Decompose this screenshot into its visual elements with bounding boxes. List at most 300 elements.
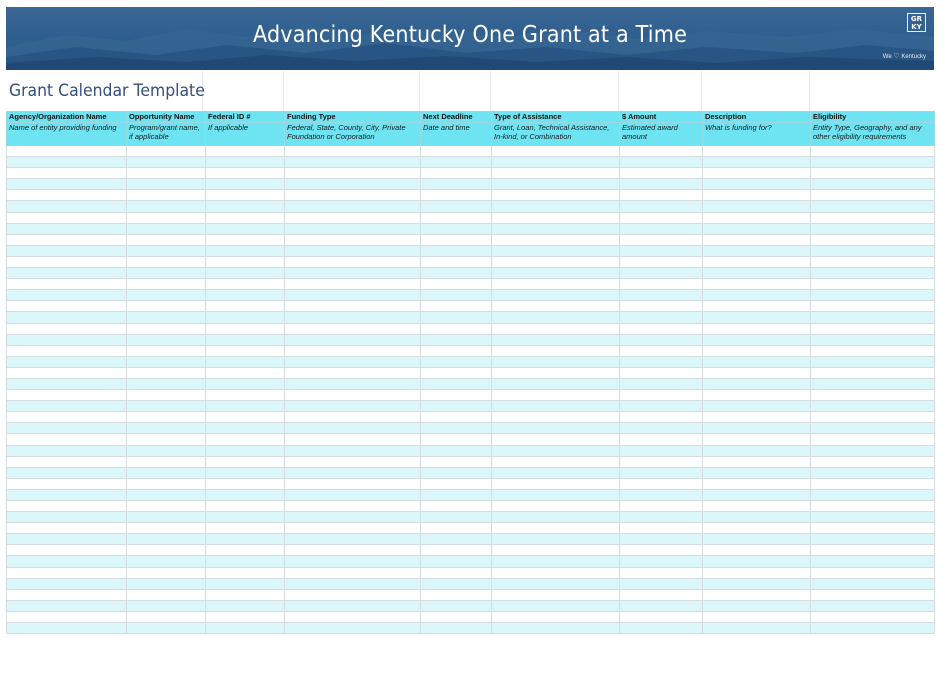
- table-cell[interactable]: [703, 445, 811, 456]
- table-cell[interactable]: [703, 434, 811, 445]
- table-cell[interactable]: [492, 623, 620, 634]
- table-cell[interactable]: [127, 456, 206, 467]
- table-cell[interactable]: [492, 412, 620, 423]
- table-cell[interactable]: [127, 589, 206, 600]
- table-cell[interactable]: [127, 445, 206, 456]
- table-cell[interactable]: [127, 312, 206, 323]
- table-cell[interactable]: [703, 545, 811, 556]
- table-cell[interactable]: [492, 611, 620, 622]
- table-cell[interactable]: [206, 600, 285, 611]
- table-cell[interactable]: [127, 212, 206, 223]
- table-cell[interactable]: [703, 534, 811, 545]
- table-cell[interactable]: [620, 234, 703, 245]
- table-cell[interactable]: [7, 290, 127, 301]
- table-cell[interactable]: [7, 390, 127, 401]
- table-cell[interactable]: [285, 312, 421, 323]
- table-cell[interactable]: [7, 301, 127, 312]
- table-cell[interactable]: [811, 589, 935, 600]
- table-cell[interactable]: [421, 223, 492, 234]
- table-cell[interactable]: [7, 168, 127, 179]
- table-cell[interactable]: [285, 523, 421, 534]
- table-cell[interactable]: [7, 589, 127, 600]
- table-cell[interactable]: [206, 467, 285, 478]
- column-hint[interactable]: Date and time: [421, 123, 492, 146]
- table-cell[interactable]: [421, 401, 492, 412]
- table-cell[interactable]: [703, 401, 811, 412]
- table-cell[interactable]: [206, 256, 285, 267]
- table-cell[interactable]: [7, 501, 127, 512]
- table-cell[interactable]: [206, 234, 285, 245]
- table-cell[interactable]: [492, 223, 620, 234]
- table-cell[interactable]: [811, 412, 935, 423]
- table-cell[interactable]: [421, 378, 492, 389]
- table-cell[interactable]: [285, 201, 421, 212]
- table-cell[interactable]: [492, 401, 620, 412]
- table-cell[interactable]: [620, 168, 703, 179]
- table-cell[interactable]: [206, 301, 285, 312]
- column-header[interactable]: $ Amount: [620, 112, 703, 123]
- table-cell[interactable]: [285, 146, 421, 157]
- table-cell[interactable]: [703, 367, 811, 378]
- table-cell[interactable]: [7, 611, 127, 622]
- table-cell[interactable]: [492, 534, 620, 545]
- table-cell[interactable]: [421, 312, 492, 323]
- table-cell[interactable]: [421, 512, 492, 523]
- table-cell[interactable]: [492, 279, 620, 290]
- table-cell[interactable]: [811, 600, 935, 611]
- table-cell[interactable]: [492, 268, 620, 279]
- table-cell[interactable]: [811, 312, 935, 323]
- table-cell[interactable]: [285, 434, 421, 445]
- table-cell[interactable]: [127, 534, 206, 545]
- table-cell[interactable]: [421, 268, 492, 279]
- table-cell[interactable]: [7, 323, 127, 334]
- table-cell[interactable]: [127, 323, 206, 334]
- table-cell[interactable]: [206, 356, 285, 367]
- table-cell[interactable]: [127, 146, 206, 157]
- table-cell[interactable]: [7, 312, 127, 323]
- table-cell[interactable]: [492, 423, 620, 434]
- table-cell[interactable]: [620, 545, 703, 556]
- table-cell[interactable]: [703, 279, 811, 290]
- table-cell[interactable]: [127, 489, 206, 500]
- table-cell[interactable]: [127, 478, 206, 489]
- table-cell[interactable]: [127, 567, 206, 578]
- table-cell[interactable]: [206, 279, 285, 290]
- table-cell[interactable]: [7, 434, 127, 445]
- table-cell[interactable]: [206, 512, 285, 523]
- table-cell[interactable]: [7, 356, 127, 367]
- table-cell[interactable]: [206, 245, 285, 256]
- table-cell[interactable]: [206, 334, 285, 345]
- table-cell[interactable]: [285, 611, 421, 622]
- table-cell[interactable]: [620, 501, 703, 512]
- table-cell[interactable]: [127, 401, 206, 412]
- table-cell[interactable]: [421, 190, 492, 201]
- table-cell[interactable]: [703, 589, 811, 600]
- table-cell[interactable]: [421, 345, 492, 356]
- table-cell[interactable]: [421, 623, 492, 634]
- column-hint[interactable]: What is funding for?: [703, 123, 811, 146]
- table-cell[interactable]: [492, 168, 620, 179]
- table-cell[interactable]: [421, 256, 492, 267]
- table-cell[interactable]: [811, 268, 935, 279]
- table-cell[interactable]: [492, 356, 620, 367]
- table-cell[interactable]: [206, 445, 285, 456]
- table-cell[interactable]: [285, 245, 421, 256]
- table-cell[interactable]: [206, 212, 285, 223]
- table-cell[interactable]: [7, 179, 127, 190]
- table-cell[interactable]: [703, 600, 811, 611]
- table-cell[interactable]: [703, 301, 811, 312]
- table-cell[interactable]: [620, 268, 703, 279]
- column-hint[interactable]: Grant, Loan, Technical Assistance, In-kind, or Combination: [492, 123, 620, 146]
- table-cell[interactable]: [703, 423, 811, 434]
- table-cell[interactable]: [620, 456, 703, 467]
- table-cell[interactable]: [703, 567, 811, 578]
- table-cell[interactable]: [127, 523, 206, 534]
- table-cell[interactable]: [703, 390, 811, 401]
- table-cell[interactable]: [620, 223, 703, 234]
- table-cell[interactable]: [811, 179, 935, 190]
- table-cell[interactable]: [7, 467, 127, 478]
- column-header[interactable]: Description: [703, 112, 811, 123]
- table-cell[interactable]: [7, 401, 127, 412]
- table-cell[interactable]: [492, 157, 620, 168]
- table-cell[interactable]: [206, 434, 285, 445]
- table-cell[interactable]: [421, 157, 492, 168]
- table-cell[interactable]: [703, 523, 811, 534]
- table-cell[interactable]: [492, 501, 620, 512]
- table-cell[interactable]: [206, 578, 285, 589]
- table-cell[interactable]: [7, 378, 127, 389]
- table-cell[interactable]: [703, 157, 811, 168]
- table-cell[interactable]: [421, 367, 492, 378]
- table-cell[interactable]: [206, 146, 285, 157]
- table-cell[interactable]: [421, 611, 492, 622]
- table-cell[interactable]: [127, 268, 206, 279]
- table-cell[interactable]: [703, 245, 811, 256]
- table-cell[interactable]: [206, 312, 285, 323]
- table-cell[interactable]: [492, 378, 620, 389]
- table-cell[interactable]: [285, 334, 421, 345]
- table-cell[interactable]: [421, 556, 492, 567]
- column-hint[interactable]: Name of entity providing funding: [7, 123, 127, 146]
- table-cell[interactable]: [206, 545, 285, 556]
- table-cell[interactable]: [811, 201, 935, 212]
- table-cell[interactable]: [285, 578, 421, 589]
- table-cell[interactable]: [421, 301, 492, 312]
- table-cell[interactable]: [206, 534, 285, 545]
- table-cell[interactable]: [703, 378, 811, 389]
- table-cell[interactable]: [285, 556, 421, 567]
- table-cell[interactable]: [620, 279, 703, 290]
- table-cell[interactable]: [620, 312, 703, 323]
- table-cell[interactable]: [811, 545, 935, 556]
- table-cell[interactable]: [492, 212, 620, 223]
- column-hint[interactable]: Program/grant name, if applicable: [127, 123, 206, 146]
- table-cell[interactable]: [492, 367, 620, 378]
- table-cell[interactable]: [127, 623, 206, 634]
- column-header[interactable]: Next Deadline: [421, 112, 492, 123]
- table-cell[interactable]: [703, 146, 811, 157]
- table-cell[interactable]: [620, 478, 703, 489]
- table-cell[interactable]: [421, 323, 492, 334]
- table-cell[interactable]: [7, 256, 127, 267]
- table-cell[interactable]: [127, 600, 206, 611]
- table-cell[interactable]: [421, 478, 492, 489]
- table-cell[interactable]: [7, 423, 127, 434]
- table-cell[interactable]: [127, 545, 206, 556]
- table-cell[interactable]: [285, 290, 421, 301]
- table-cell[interactable]: [703, 412, 811, 423]
- table-cell[interactable]: [811, 390, 935, 401]
- table-cell[interactable]: [620, 578, 703, 589]
- table-cell[interactable]: [421, 445, 492, 456]
- table-cell[interactable]: [703, 478, 811, 489]
- table-cell[interactable]: [620, 401, 703, 412]
- table-cell[interactable]: [811, 501, 935, 512]
- table-cell[interactable]: [127, 578, 206, 589]
- table-cell[interactable]: [703, 578, 811, 589]
- table-cell[interactable]: [811, 356, 935, 367]
- table-cell[interactable]: [7, 456, 127, 467]
- table-cell[interactable]: [285, 501, 421, 512]
- table-cell[interactable]: [206, 423, 285, 434]
- table-cell[interactable]: [206, 367, 285, 378]
- table-cell[interactable]: [811, 245, 935, 256]
- table-cell[interactable]: [703, 345, 811, 356]
- table-cell[interactable]: [703, 168, 811, 179]
- table-cell[interactable]: [206, 378, 285, 389]
- table-cell[interactable]: [492, 545, 620, 556]
- table-cell[interactable]: [127, 201, 206, 212]
- table-cell[interactable]: [421, 356, 492, 367]
- table-cell[interactable]: [285, 256, 421, 267]
- table-cell[interactable]: [7, 545, 127, 556]
- table-cell[interactable]: [811, 256, 935, 267]
- table-cell[interactable]: [703, 290, 811, 301]
- table-cell[interactable]: [285, 223, 421, 234]
- table-cell[interactable]: [285, 157, 421, 168]
- table-cell[interactable]: [492, 478, 620, 489]
- table-cell[interactable]: [7, 556, 127, 567]
- table-cell[interactable]: [421, 434, 492, 445]
- table-cell[interactable]: [421, 578, 492, 589]
- table-cell[interactable]: [620, 256, 703, 267]
- table-cell[interactable]: [206, 611, 285, 622]
- table-cell[interactable]: [703, 501, 811, 512]
- table-cell[interactable]: [285, 456, 421, 467]
- table-cell[interactable]: [620, 301, 703, 312]
- table-cell[interactable]: [206, 268, 285, 279]
- table-cell[interactable]: [285, 168, 421, 179]
- table-cell[interactable]: [492, 179, 620, 190]
- table-cell[interactable]: [7, 512, 127, 523]
- table-cell[interactable]: [285, 445, 421, 456]
- table-cell[interactable]: [285, 512, 421, 523]
- table-cell[interactable]: [127, 179, 206, 190]
- table-cell[interactable]: [285, 390, 421, 401]
- table-cell[interactable]: [703, 323, 811, 334]
- table-cell[interactable]: [811, 223, 935, 234]
- column-hint[interactable]: Entity Type, Geography, and any other eligibility requirements: [811, 123, 935, 146]
- table-cell[interactable]: [620, 623, 703, 634]
- table-cell[interactable]: [492, 245, 620, 256]
- table-cell[interactable]: [421, 201, 492, 212]
- table-cell[interactable]: [206, 489, 285, 500]
- column-hint[interactable]: If applicable: [206, 123, 285, 146]
- table-cell[interactable]: [285, 567, 421, 578]
- table-cell[interactable]: [285, 412, 421, 423]
- table-cell[interactable]: [620, 567, 703, 578]
- table-cell[interactable]: [206, 523, 285, 534]
- table-cell[interactable]: [811, 301, 935, 312]
- table-cell[interactable]: [285, 367, 421, 378]
- table-cell[interactable]: [811, 534, 935, 545]
- table-cell[interactable]: [7, 567, 127, 578]
- table-cell[interactable]: [127, 423, 206, 434]
- table-cell[interactable]: [620, 445, 703, 456]
- table-cell[interactable]: [206, 223, 285, 234]
- column-header[interactable]: Federal ID #: [206, 112, 285, 123]
- table-cell[interactable]: [421, 390, 492, 401]
- table-cell[interactable]: [492, 556, 620, 567]
- table-cell[interactable]: [206, 589, 285, 600]
- table-cell[interactable]: [206, 190, 285, 201]
- table-cell[interactable]: [620, 345, 703, 356]
- table-cell[interactable]: [285, 401, 421, 412]
- table-cell[interactable]: [7, 523, 127, 534]
- table-cell[interactable]: [127, 556, 206, 567]
- table-cell[interactable]: [421, 334, 492, 345]
- table-cell[interactable]: [620, 489, 703, 500]
- table-cell[interactable]: [206, 456, 285, 467]
- table-cell[interactable]: [492, 523, 620, 534]
- table-cell[interactable]: [7, 534, 127, 545]
- table-cell[interactable]: [703, 256, 811, 267]
- table-cell[interactable]: [7, 623, 127, 634]
- table-cell[interactable]: [620, 512, 703, 523]
- table-cell[interactable]: [7, 190, 127, 201]
- table-cell[interactable]: [492, 489, 620, 500]
- table-cell[interactable]: [7, 334, 127, 345]
- table-cell[interactable]: [811, 456, 935, 467]
- table-cell[interactable]: [206, 501, 285, 512]
- table-cell[interactable]: [127, 279, 206, 290]
- table-cell[interactable]: [421, 534, 492, 545]
- table-cell[interactable]: [703, 512, 811, 523]
- table-cell[interactable]: [421, 290, 492, 301]
- table-cell[interactable]: [492, 589, 620, 600]
- table-cell[interactable]: [811, 423, 935, 434]
- table-cell[interactable]: [285, 600, 421, 611]
- table-cell[interactable]: [285, 545, 421, 556]
- table-cell[interactable]: [492, 567, 620, 578]
- table-cell[interactable]: [206, 168, 285, 179]
- table-cell[interactable]: [421, 423, 492, 434]
- table-cell[interactable]: [811, 445, 935, 456]
- table-cell[interactable]: [703, 212, 811, 223]
- table-cell[interactable]: [285, 356, 421, 367]
- table-cell[interactable]: [811, 512, 935, 523]
- table-cell[interactable]: [285, 212, 421, 223]
- table-cell[interactable]: [127, 467, 206, 478]
- table-cell[interactable]: [620, 467, 703, 478]
- table-cell[interactable]: [127, 434, 206, 445]
- table-cell[interactable]: [421, 146, 492, 157]
- table-cell[interactable]: [703, 179, 811, 190]
- table-cell[interactable]: [492, 323, 620, 334]
- table-cell[interactable]: [811, 567, 935, 578]
- table-cell[interactable]: [421, 179, 492, 190]
- column-header[interactable]: Eligibility: [811, 112, 935, 123]
- table-cell[interactable]: [7, 600, 127, 611]
- table-cell[interactable]: [811, 434, 935, 445]
- table-cell[interactable]: [811, 168, 935, 179]
- table-cell[interactable]: [127, 412, 206, 423]
- table-cell[interactable]: [620, 146, 703, 157]
- table-cell[interactable]: [206, 567, 285, 578]
- table-cell[interactable]: [492, 600, 620, 611]
- table-cell[interactable]: [703, 312, 811, 323]
- table-cell[interactable]: [811, 334, 935, 345]
- table-cell[interactable]: [620, 356, 703, 367]
- table-cell[interactable]: [285, 323, 421, 334]
- table-cell[interactable]: [492, 301, 620, 312]
- table-cell[interactable]: [7, 146, 127, 157]
- table-cell[interactable]: [421, 567, 492, 578]
- table-cell[interactable]: [285, 268, 421, 279]
- table-cell[interactable]: [421, 279, 492, 290]
- table-cell[interactable]: [811, 157, 935, 168]
- table-cell[interactable]: [421, 600, 492, 611]
- table-cell[interactable]: [285, 279, 421, 290]
- table-cell[interactable]: [421, 501, 492, 512]
- table-cell[interactable]: [421, 168, 492, 179]
- table-cell[interactable]: [811, 367, 935, 378]
- table-cell[interactable]: [206, 401, 285, 412]
- table-cell[interactable]: [620, 179, 703, 190]
- table-cell[interactable]: [492, 290, 620, 301]
- table-cell[interactable]: [620, 334, 703, 345]
- table-cell[interactable]: [7, 212, 127, 223]
- table-cell[interactable]: [620, 611, 703, 622]
- table-cell[interactable]: [703, 623, 811, 634]
- table-cell[interactable]: [206, 323, 285, 334]
- table-cell[interactable]: [7, 223, 127, 234]
- table-cell[interactable]: [492, 456, 620, 467]
- table-cell[interactable]: [7, 412, 127, 423]
- table-cell[interactable]: [285, 423, 421, 434]
- table-cell[interactable]: [811, 190, 935, 201]
- table-cell[interactable]: [492, 234, 620, 245]
- table-cell[interactable]: [206, 390, 285, 401]
- table-cell[interactable]: [620, 290, 703, 301]
- table-cell[interactable]: [620, 245, 703, 256]
- table-cell[interactable]: [620, 534, 703, 545]
- table-cell[interactable]: [421, 412, 492, 423]
- table-cell[interactable]: [285, 534, 421, 545]
- table-cell[interactable]: [7, 445, 127, 456]
- table-cell[interactable]: [703, 268, 811, 279]
- table-cell[interactable]: [285, 301, 421, 312]
- table-cell[interactable]: [127, 223, 206, 234]
- column-header[interactable]: Type of Assistance: [492, 112, 620, 123]
- table-cell[interactable]: [811, 146, 935, 157]
- table-cell[interactable]: [620, 600, 703, 611]
- table-cell[interactable]: [421, 245, 492, 256]
